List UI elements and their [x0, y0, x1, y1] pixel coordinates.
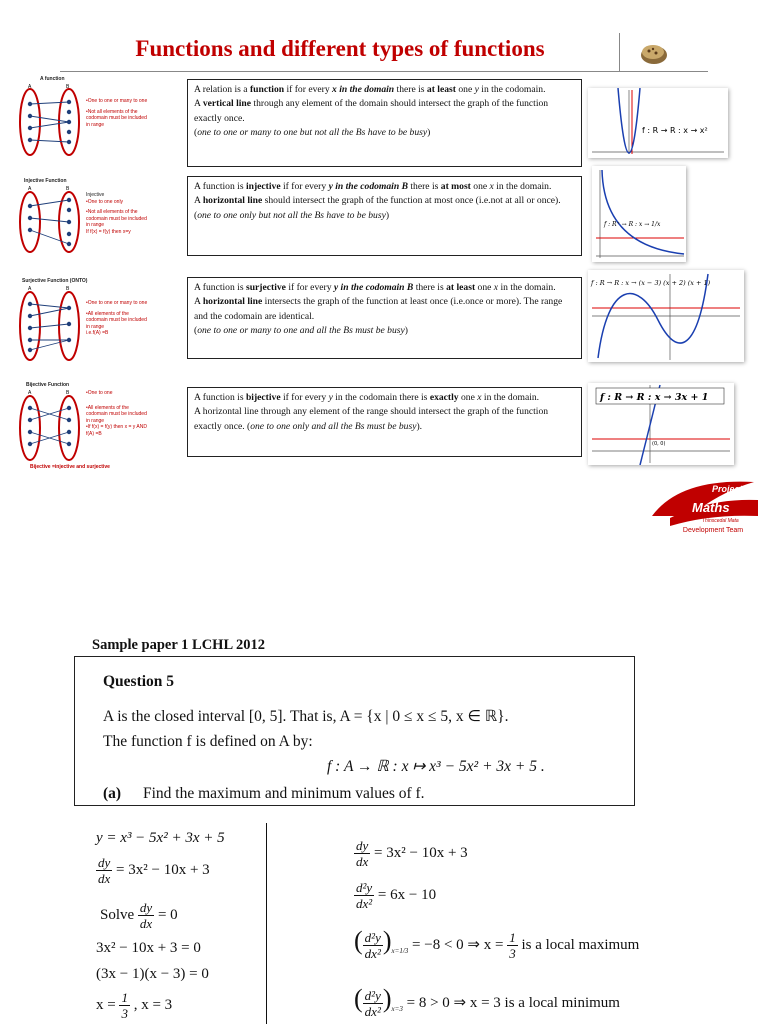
page-title: Functions and different types of functions: [135, 36, 545, 61]
definition-p2: [194, 295, 575, 324]
svg-text:B: B: [66, 390, 70, 396]
diagram-title: Bijective Function: [26, 382, 70, 388]
definition-run: one to one or many to one but not all the Bs have to be busy: [197, 127, 428, 139]
solution-rhs: = 3x² − 10x + 3: [116, 861, 210, 878]
frac-num: d²y: [364, 988, 381, 1004]
definition-p1: [194, 281, 575, 295]
frac-den: dx: [139, 916, 153, 931]
part-a-label: (a): [103, 785, 122, 802]
definition-p3: [194, 126, 575, 140]
solution-tail: is a local maximum: [521, 937, 640, 953]
definition-run: x: [493, 282, 499, 293]
frac-num: 1: [121, 990, 128, 1005]
definition-run: horizontal line: [202, 195, 263, 207]
definition-run: A: [194, 98, 203, 110]
reciprocal-graph: [592, 166, 686, 262]
linear-graph: [588, 383, 734, 465]
definition-run: if for every: [285, 282, 334, 293]
cubic-graph: [588, 270, 744, 362]
eval-subscript: x=3: [391, 1005, 403, 1013]
solution-line: [354, 838, 468, 869]
diagram-footer: Bijective =injective and surjective: [30, 464, 110, 470]
title-rule: [60, 71, 708, 72]
definition-run: (: [194, 325, 198, 337]
definition-p1: [194, 83, 575, 97]
definition-run: y: [328, 392, 333, 403]
diagram-title: Surjective Function (ONTO): [22, 278, 88, 284]
definition-run: one to one or many to one and all the Bs must be busy: [197, 325, 405, 337]
svg-text:A: A: [28, 286, 32, 292]
svg-text:B: B: [66, 186, 70, 192]
mapping-diagram: [14, 388, 86, 464]
diagram-notes: [86, 98, 148, 128]
definition-run: in the codomain.: [478, 84, 546, 95]
diagram-note: •One to one only: [86, 198, 124, 205]
definition-run: horizontal line: [202, 296, 263, 308]
question-function: f : A → ℝ : x ↦ x³ − 5x² + 3x + 5 .: [327, 758, 545, 775]
injective-definition: [187, 176, 582, 256]
brand-main: Maths: [692, 500, 730, 515]
definition-run: one: [458, 392, 478, 403]
definition-run: one: [470, 181, 490, 192]
definition-run: one to one only and all the Bs must be busy: [250, 420, 417, 432]
question-line: The function f is defined on A by:: [103, 733, 313, 750]
frac-den: dx²: [356, 896, 373, 911]
diagram-note: Injective: [86, 192, 105, 198]
definition-run: injective: [245, 181, 281, 192]
definition-run: one: [455, 84, 475, 95]
definition-p3: [194, 209, 575, 223]
parabola-graph: [588, 88, 728, 158]
solution-line: y = x³ − 5x² + 3x + 5: [96, 830, 225, 846]
diagram-note: •Not all elements of the codomain must be included in range: [86, 209, 147, 228]
title-separator: [619, 33, 620, 71]
diagram-note: •One to one: [86, 390, 113, 396]
definition-run: in the domain.: [493, 181, 552, 192]
frac-num: 1: [509, 930, 516, 946]
definition-run: ).: [416, 420, 423, 432]
definition-run: there is: [407, 181, 441, 192]
solution-line: (3x − 1)(x − 3) = 0: [96, 966, 209, 982]
question-line: A is the closed interval [0, 5]. That is, A = {x | 0 ≤ x ≤ 5, x ∈ ℝ}.: [103, 708, 509, 725]
definition-run: x in the domain: [332, 84, 395, 95]
diagram-note: •One to one or many to one: [86, 98, 148, 104]
definition-run: surjective: [245, 282, 286, 293]
definition-run: A function is: [194, 392, 246, 403]
frac-den: dx: [98, 871, 111, 886]
sample-heading: Sample paper 1 LCHL 2012: [92, 637, 265, 653]
brand-sub: Thinscedal Mata: [702, 518, 739, 524]
definition-run: if for every: [280, 392, 329, 403]
definition-run: A horizontal line through any element of the range should intersect the graph of the function exactly once. (: [194, 406, 549, 432]
frac-num: dy: [139, 900, 153, 915]
definition-run: there is: [413, 282, 447, 293]
bijective-diagram: [14, 382, 150, 477]
definition-run: in the codomain there is: [332, 392, 430, 403]
svg-text:A: A: [28, 186, 32, 192]
bijective-definition: [187, 387, 582, 457]
graph-label: f : R⁺ → R : x → 1/x: [604, 221, 661, 228]
question-title: Question 5: [103, 673, 175, 690]
definition-run: bijective: [245, 392, 281, 403]
function-definition: [187, 79, 582, 167]
definition-run: vertical line: [202, 98, 252, 110]
solution-rhs: , x = 3: [133, 996, 173, 1013]
frac-den: 3: [509, 946, 516, 962]
solution-line: 3x² − 10x + 3 = 0: [96, 940, 201, 956]
cookie-icon: [634, 40, 670, 66]
definition-run: exactly: [429, 392, 459, 403]
definition-run: through any element of the domain should intersect the graph of the function exactly once.: [194, 98, 549, 124]
solution-rhs: = −8 < 0 ⇒ x =: [412, 937, 504, 953]
set-b-label: B: [66, 84, 70, 90]
solution-rhs: = 8 > 0 ⇒ x = 3 is a local minimum: [406, 995, 620, 1011]
svg-text:A: A: [28, 390, 32, 396]
graph-label: f : R → R : x → 3x + 1: [600, 392, 709, 403]
diagram-note: •All elements of the codomain must be included in range: [86, 310, 147, 330]
definition-run: if for every: [280, 181, 329, 192]
diagram-title: Injective Function: [24, 178, 67, 184]
definition-run: ): [404, 325, 408, 337]
definition-run: intersects the graph of the function at least once (i.e.once or more). The range and the codomain are identical.: [194, 296, 563, 322]
definition-run: y: [474, 84, 479, 95]
definition-run: should intersect the graph of the function at most once (i.e.not at all or once).: [262, 195, 561, 207]
definition-run: x: [477, 392, 482, 403]
frac-den: dx: [356, 854, 369, 869]
definition-run: there is: [394, 84, 427, 95]
svg-text:B: B: [66, 286, 70, 292]
solution-rhs: = 3x² − 10x + 3: [374, 844, 468, 861]
frac-num: d²y: [356, 880, 373, 895]
frac-num: dy: [98, 855, 111, 870]
solution-line: [96, 855, 210, 886]
definition-run: A: [194, 195, 203, 207]
definition-run: x: [489, 181, 494, 192]
definition-p3: [194, 324, 575, 338]
injective-diagram: [14, 178, 150, 268]
diagram-note: •All elements of the codomain must be included in range: [86, 404, 147, 424]
definition-run: one to one only but not all the Bs have to be busy: [197, 209, 386, 221]
diagram-notes: [86, 192, 148, 235]
function-diagram: [14, 76, 150, 166]
part-a-text: Find the maximum and minimum values of f.: [143, 785, 425, 802]
diagram-note: •If f(x) = f(y) then x = y AND f(A) =B: [86, 424, 147, 437]
solution-lhs: x =: [96, 996, 116, 1013]
definition-run: in the domain.: [481, 392, 540, 403]
definition-run: if for every: [284, 84, 333, 95]
solution-rhs: = 0: [157, 906, 178, 923]
definition-p2: [194, 194, 575, 208]
definition-p1: [194, 180, 575, 194]
solution-line: [354, 880, 436, 911]
definition-p1: [194, 391, 575, 405]
definition-run: ): [427, 127, 431, 139]
diagram-note: •Not all elements of the codomain must be included in range: [86, 108, 147, 128]
solution-line: ( $\frac{\text{d²y}}{\text{dx²}}$ )$_{x=1/3} = -8 < 0$ ⇒ x = $\frac{1}{3}$ is a local maximum: [354, 926, 640, 962]
diagram-note: i.e.f(A) =B: [86, 330, 109, 336]
definition-run: y in the codomain B: [328, 181, 408, 192]
definition-run: at least: [446, 282, 476, 293]
solution-rhs: = 6x − 10: [377, 886, 437, 903]
definition-run: ): [385, 209, 390, 221]
solution-line: ( $\frac{\text{d²y}}{\text{dx²}}$ )$_{x=3} = 8 > 0$ ⇒ x = 3 is a local minimum: [354, 984, 620, 1020]
diagram-note: •One to one or many to one: [86, 300, 148, 306]
definition-p2: [194, 97, 575, 126]
solution-line: [96, 990, 172, 1021]
frac-num: d²y: [364, 930, 381, 946]
definition-run: at least: [426, 84, 456, 95]
definition-run: one: [475, 282, 494, 293]
frac-den: dx²: [364, 946, 381, 962]
graph-label: f : R → R : x → (x − 3) (x + 2) (x + 1): [591, 279, 711, 287]
definition-run: y in the codomain B: [333, 282, 414, 293]
surjective-definition: [187, 277, 582, 359]
brand-team: Development Team: [682, 527, 744, 534]
definition-run: A relation is a: [194, 84, 250, 95]
definition-run: function: [249, 84, 285, 95]
solution-divider: [266, 823, 267, 1024]
set-a-label: A: [28, 84, 32, 90]
definition-run: (: [194, 127, 198, 139]
surjective-diagram: [14, 278, 150, 373]
definition-run: A function is: [194, 181, 246, 192]
eval-subscript: x=1/3: [391, 947, 409, 955]
mapping-diagram: [14, 284, 86, 370]
definition-run: in the domain.: [498, 282, 556, 293]
diagram-notes: [86, 390, 148, 437]
graph-point-label: (0, 0): [652, 441, 666, 447]
definition-run: at most: [440, 181, 471, 192]
frac-den: 3: [121, 1006, 128, 1021]
solution-line: [100, 900, 178, 931]
mapping-diagram: [14, 82, 86, 162]
frac-den: dx²: [364, 1004, 381, 1020]
graph-label: f : R → R : x → x²: [642, 126, 708, 135]
definition-run: (: [194, 209, 198, 221]
brand-top: Project: [712, 484, 743, 494]
definition-run: A function is: [194, 282, 246, 293]
mapping-diagram: [14, 184, 86, 264]
definition-p2: [194, 405, 575, 434]
solution-word: Solve: [100, 906, 135, 923]
diagram-notes: [86, 300, 148, 337]
diagram-note: If f(x) = f(y) then x=y: [86, 228, 131, 235]
frac-num: dy: [356, 838, 369, 853]
diagram-title: A function: [40, 76, 65, 82]
definition-run: A: [194, 296, 203, 308]
question-box: [74, 656, 635, 806]
